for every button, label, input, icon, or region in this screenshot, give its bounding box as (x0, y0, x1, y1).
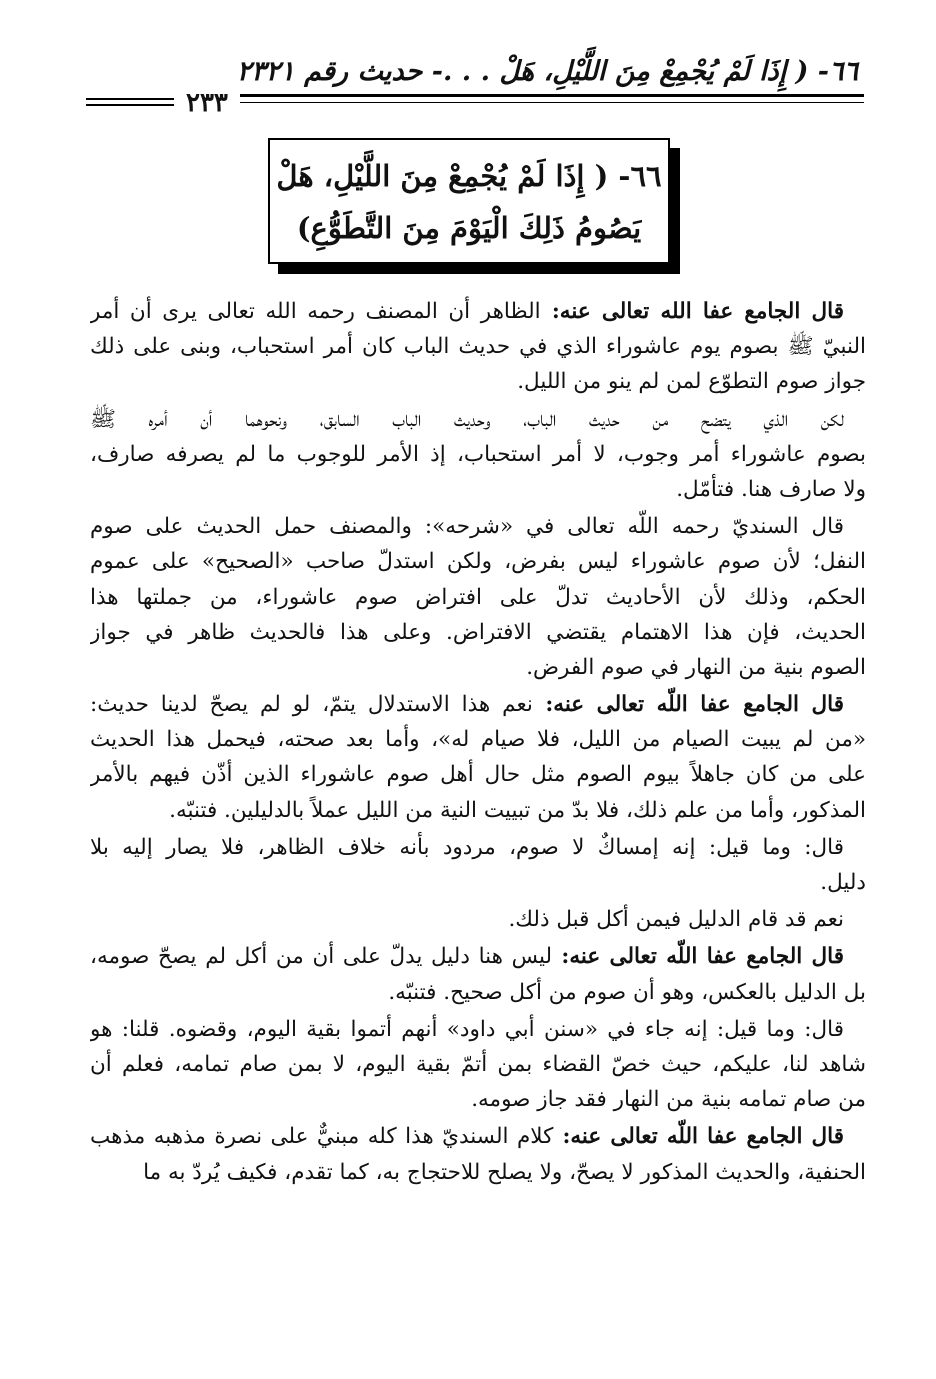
text-line (90, 1155, 866, 1190)
line-text: على من كان جاهلاً بيوم الصوم مثل حال أهل صوم عاشوراء الذين أذّن فيهم بالأمر (90, 762, 866, 788)
chapter-heading-line-1: ٦٦- ( إِذَا لَمْ يُجْمِعْ مِنَ اللَّيْلِ، هَلْ (276, 159, 662, 193)
paragraph (90, 1012, 866, 1118)
text-line (90, 722, 866, 757)
text-line (90, 544, 866, 579)
line-text: ليس هنا دليل يدلّ على أن من أكل لم يصحّ صومه، (90, 944, 553, 970)
paragraph (90, 939, 866, 1009)
line-text: الحديث، فإن هذا الاهتمام يقتضي الافتراض. وعلى هذا فالحديث ظاهر في جواز (90, 619, 866, 645)
text-line (90, 472, 866, 507)
body-text (90, 294, 866, 1192)
author-comment-lead: قال الجامع عفا الله تعالى عنه: (540, 299, 844, 324)
line-text: كلام السنديّ هذا كله مبنيٌّ على نصرة مذهبه مذهب (90, 1124, 554, 1150)
line-text: «من لم يبيت الصيام من الليل، فلا صيام له»، وأما بعد صحته، فيحمل هذا الحديث (90, 727, 866, 753)
line-text: لكن الذي يتضح من حديث الباب، وحديث الباب السابق، ونحوهما أن أمره ﷺ (90, 406, 844, 432)
author-comment-lead: قال الجامع عفا اللّه تعالى عنه: (552, 944, 844, 970)
paragraph (90, 830, 866, 900)
header-rule-thin (240, 102, 864, 103)
chapter-heading-line-2: يَصُومُ ذَلِكَ الْيَوْمَ مِنَ التَّطَوُّعِ) (296, 211, 642, 245)
text-line (90, 757, 866, 792)
line-text: النفل؛ لأن صوم عاشوراء ليس بفرض، ولكن استدلّ صاحب «الصحيح» على عموم (90, 549, 866, 575)
line-text: قال: وما قيل: إنه إمساكٌ لا صوم، مردود بأنه خلاف الظاهر، فلا يصار إليه بلا (90, 834, 844, 860)
paragraph (90, 687, 866, 828)
text-line (90, 793, 866, 828)
paragraph (90, 402, 866, 508)
line-text: الصوم بنية من النهار في صوم الفرض. (526, 654, 866, 680)
line-text: جواز صوم التطوّع لمن لم ينو من الليل. (517, 369, 866, 395)
text-line (90, 975, 866, 1010)
paragraph (90, 902, 866, 937)
line-text: النبيّ ﷺ بصوم يوم عاشوراء الذي في حديث الباب كان أمر استحباب، وبنى على ذلك (90, 334, 866, 360)
page-header (86, 52, 864, 118)
page-number: ٢٣٣ (186, 88, 228, 118)
line-text: الحكم، وذلك لأن الأحاديث تدلّ على افتراض صوم عاشوراء، من جملتها هذا (90, 584, 866, 610)
line-text: شاهد لنا، عليكم، حيث خصّ القضاء بمن أتمّ بقية اليوم، لا بمن صام تمامه، فعلم أن (90, 1051, 866, 1077)
line-text: الظاهر أن المصنف رحمه الله تعالى يرى أن أمر (90, 299, 541, 324)
paragraph (90, 294, 866, 400)
line-text: بل الدليل بالعكس، وهو أن صوم من أكل صحيح. فتنبّه. (388, 979, 866, 1005)
text-line (90, 294, 866, 329)
line-text: قال السنديّ رحمه اللّه تعالى في «شرحه»: والمصنف حمل الحديث على صوم (90, 514, 844, 540)
line-text: المذكور، وأما من علم ذلك، فلا بدّ من تبييت النية من الليل عملاً بالدليلين. فتنبّه. (169, 797, 866, 823)
line-text: نعم هذا الاستدلال يتمّ، لو لم يصحّ لدينا حديث: (90, 692, 533, 718)
line-text: ولا صارف هنا. فتأمّل. (676, 476, 866, 502)
line-text: الحنفية، والحديث المذكور لا يصحّ، ولا يصلح للاحتجاج به، كما تقدم، فكيف يُردّ به ما (143, 1159, 866, 1185)
line-text: من صام تمامه بنية من النهار فقد جاز صومه. (471, 1087, 866, 1113)
text-line (90, 402, 866, 437)
text-line (90, 1047, 866, 1082)
paragraph (90, 509, 866, 685)
text-line (90, 509, 866, 544)
page-number-rule (86, 98, 174, 100)
author-comment-lead: قال الجامع عفا اللّه تعالى عنه: (553, 1124, 844, 1150)
text-line (90, 615, 866, 650)
text-line (90, 580, 866, 615)
chapter-heading-box (268, 138, 670, 264)
text-line (90, 437, 866, 472)
line-text: نعم قد قام الدليل فيمن أكل قبل ذلك. (508, 907, 844, 933)
running-title: ٦٦- ( إِذَا لَمْ يُجْمِعْ مِنَ اللَّيْلِ، هَلْ . . .- حديث رقم ٢٣٢١ (236, 56, 858, 87)
header-rule (240, 94, 864, 97)
paragraph (90, 1119, 866, 1189)
line-text: بصوم عاشوراء أمر وجوب، لا أمر استحباب، إذ الأمر للوجوب ما لم يصرفه صارف، (90, 441, 866, 467)
text-line (90, 1012, 866, 1047)
text-line (90, 865, 866, 900)
text-line (90, 902, 866, 937)
text-line (90, 830, 866, 865)
text-line (90, 364, 866, 399)
text-line (90, 939, 866, 974)
page-number-rule-lower (86, 104, 174, 106)
author-comment-lead: قال الجامع عفا اللّه تعالى عنه: (532, 692, 845, 718)
text-line (90, 687, 866, 722)
text-line (90, 650, 866, 685)
text-line (90, 329, 866, 364)
line-text: قال: وما قيل: إنه جاء في «سنن أبي داود» أنهم أتموا بقية اليوم، وقضوه. قلنا: هو (90, 1016, 844, 1042)
line-text: دليل. (820, 870, 866, 895)
text-line (90, 1082, 866, 1117)
text-line (90, 1119, 866, 1154)
